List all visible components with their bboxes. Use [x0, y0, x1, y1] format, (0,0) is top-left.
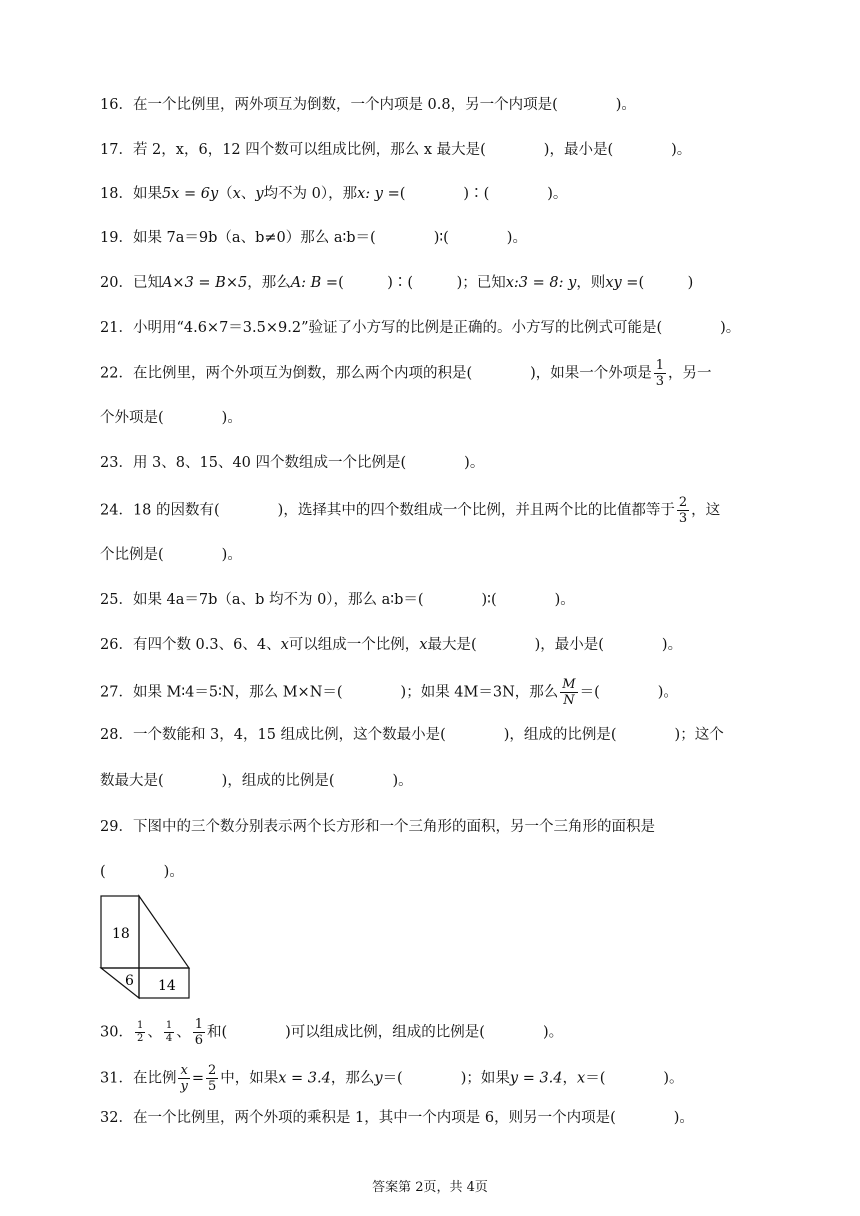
area-figure: [98, 893, 193, 1003]
q18-equation: 5x = 6y: [161, 186, 219, 202]
question-18: [100, 184, 567, 204]
q31-text: ＝( )；如果: [382, 1070, 510, 1087]
question-26: [100, 635, 682, 655]
q31-text: 中，如果: [220, 1070, 279, 1087]
numerator: 1: [136, 1020, 144, 1031]
fraction: [193, 1018, 205, 1047]
q31-eq: =: [191, 1070, 204, 1087]
denominator: y: [180, 1079, 188, 1094]
q31-cond: y = 3.4: [509, 1070, 563, 1087]
numerator: M: [562, 677, 576, 692]
q26-var-x: x: [419, 637, 428, 653]
fraction: [206, 1064, 218, 1093]
question-32: 32．在一个比例里，两个外项的乘积是 1，其中一个内项是 6，则另一个内项是( )。: [100, 1110, 694, 1126]
q22-text: 22．在比例里，两个外项互为倒数，那么两个内项的积是( )，如果一个外项是: [100, 365, 652, 382]
question-29: 29．下图中的三个数分别表示两个长方形和一个三角形的面积，另一个三角形的面积是: [100, 819, 655, 835]
question-30: [100, 1018, 563, 1047]
fraction: [164, 1021, 174, 1044]
question-24: [100, 496, 720, 525]
label-6: 6: [125, 973, 134, 989]
q26-var-x: x: [280, 637, 289, 653]
question-19: 19．如果 7a＝9b（a、b≠0）那么 a∶b＝( )∶( )。: [100, 230, 527, 246]
q31-var-x: x: [577, 1070, 586, 1087]
denominator: 6: [194, 1033, 203, 1048]
question-22-cont: 个外项是( )。: [100, 410, 242, 426]
q20-answer-blank: ( ): [638, 275, 694, 291]
q24-text: 24．18 的因数有( )，选择其中的四个数组成一个比例，并且两个比的比值都等于: [100, 502, 675, 519]
triangle-upper: [139, 896, 189, 968]
denominator: N: [563, 693, 575, 708]
question-24-cont: 个比例是( )。: [100, 547, 242, 563]
q20-text: 20．已知: [100, 275, 162, 291]
q18-var-x: x: [232, 186, 241, 202]
numerator: 1: [655, 358, 665, 373]
q30-sep: 、: [176, 1024, 191, 1041]
q31-text: ，: [562, 1070, 578, 1087]
question-22: [100, 359, 712, 388]
q30-text: 30．: [100, 1024, 133, 1041]
fraction: [178, 1064, 189, 1093]
q26-text: 可以组成一个比例，: [288, 637, 420, 653]
page-footer: 答案第 2页，共 4页: [372, 1180, 488, 1195]
q31-cond: x = 3.4: [278, 1070, 331, 1087]
q18-text: 均不为 0），那: [263, 186, 358, 202]
q20-ratio: A: B =: [290, 275, 339, 291]
q18-text: 、: [240, 186, 256, 202]
denominator: 3: [678, 511, 688, 526]
q27-text: ＝( )。: [579, 684, 678, 701]
question-25: 25．如果 4a＝7b（a、b 均不为 0），那么 a∶b＝( )∶( )。: [100, 592, 575, 608]
q26-text: 26．有四个数 0.3、6、4、: [100, 637, 281, 653]
q20-text: ，则: [576, 275, 606, 291]
fraction: [560, 678, 577, 707]
q20-proportion: x:3 = 8: y: [505, 275, 577, 291]
numerator: 1: [194, 1017, 203, 1032]
q20-equation: A×3 = B×5: [161, 275, 248, 291]
q18-text: （: [218, 186, 233, 202]
q20-text: ( )∶( )；已知: [338, 275, 506, 291]
question-27: [100, 678, 678, 707]
denominator: 2: [136, 1033, 144, 1044]
question-23: 23．用 3、8、15、40 四个数组成一个比例是( )。: [100, 455, 485, 471]
q26-text: 最大是( )，最小是( )。: [427, 637, 683, 653]
fraction: [677, 496, 689, 525]
question-28-cont: 数最大是( )，组成的比例是( )。: [100, 773, 413, 789]
q18-var-y: y: [255, 186, 264, 202]
q20-text: ，那么: [247, 275, 291, 291]
question-21: 21．小明用“4.6×7＝3.5×9.2”验证了小方写的比例是正确的。小方写的比例式可能是( )。: [100, 320, 741, 336]
q20-product: xy =: [605, 275, 639, 291]
numerator: 1: [165, 1020, 173, 1031]
q31-text: 31．在比例: [100, 1070, 177, 1087]
q18-answer-blanks: ( )∶( )。: [399, 186, 568, 202]
q24-text: ，这: [691, 502, 721, 519]
question-17: 17．若 2，x，6，12 四个数可以组成比例，那么 x 最大是( )，最小是( )。: [100, 142, 692, 158]
q30-text: 和( )可以组成比例，组成的比例是( )。: [206, 1024, 564, 1041]
numerator: 2: [207, 1063, 217, 1078]
fraction: [654, 359, 666, 388]
q22-text: ，另一: [668, 365, 712, 382]
q18-text: 18．如果: [100, 186, 162, 202]
label-18: 18: [112, 926, 130, 942]
q30-sep: 、: [147, 1024, 162, 1041]
denominator: 4: [165, 1033, 173, 1044]
question-16: 16．在一个比例里，两外项互为倒数，一个内项是 0.8，另一个内项是( )。: [100, 97, 636, 113]
numerator: 2: [678, 495, 688, 510]
q27-text: 27．如果 M∶4＝5∶N，那么 M×N＝( )；如果 4M＝3N，那么: [100, 684, 559, 701]
q31-text: ，那么: [330, 1070, 375, 1087]
q31-var-y: y: [374, 1070, 383, 1087]
numerator: x: [178, 1064, 189, 1079]
question-29-cont: ( )。: [100, 864, 184, 880]
question-20: [100, 273, 693, 293]
denominator: 5: [207, 1079, 217, 1094]
denominator: 3: [655, 374, 665, 389]
label-14: 14: [158, 978, 176, 994]
question-31: [100, 1064, 684, 1093]
q18-ratio: x: y =: [357, 186, 400, 202]
fraction: [135, 1021, 145, 1044]
question-28: 28．一个数能和 3，4，15 组成比例，这个数最小是( )，组成的比例是( )；这个: [100, 727, 724, 743]
q31-text: ＝( )。: [585, 1070, 684, 1087]
